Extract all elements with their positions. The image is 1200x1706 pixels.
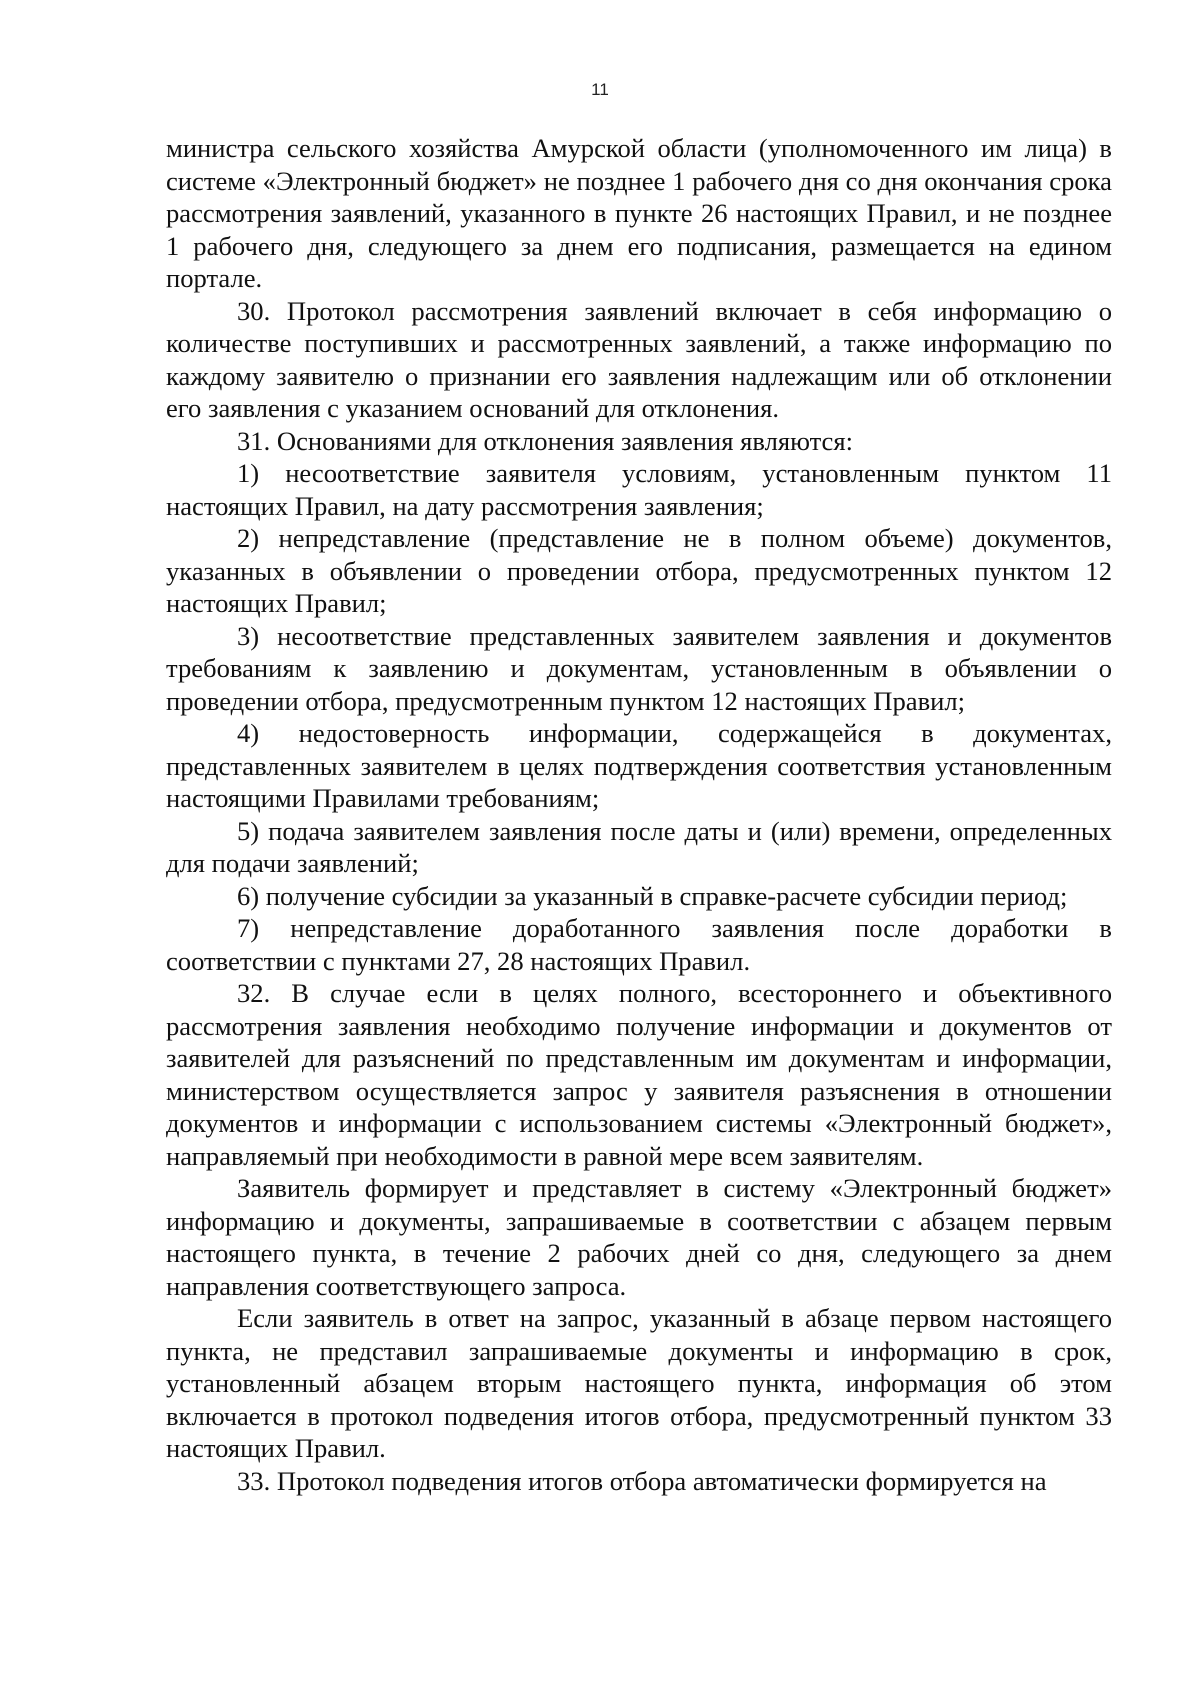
paragraph: 32. В случае если в целях полного, всестороннего и объективного рассмотрения заявления необходимо получение информации и документов от заявителей для разъяснений по представленным им документам и информации, министерством осуществляется запрос у заявителя разъяснения в отношении документов и информации с использованием системы «Электронный бюджет», направляемый при необходимости в равной мере всем заявителям.	[166, 978, 1112, 1171]
paragraph: 30. Протокол рассмотрения заявлений включает в себя информацию о количестве поступивших и рассмотренных заявлений, а также информацию по каждому заявителю о признании его заявления надлежащим или об отклонении его заявления с указанием оснований для отклонения.	[166, 295, 1112, 423]
document-body	[166, 132, 1112, 1497]
paragraph: министра сельского хозяйства Амурской области (уполномоченного им лица) в системе «Электронный бюджет» не позднее 1 рабочего дня со дня окончания срока рассмотрения заявлений, указанного в пункте 26 настоящих Правил, и не позднее 1 рабочего дня, следующего за днем его подписания, размещается на едином портале.	[166, 133, 1112, 293]
list-item: 3) несоответствие представленных заявителем заявления и документов требованиям к заявлению и документам, установленным в объявлении о проведении отбора, предусмотренным пунктом 12 настоящих Правил;	[166, 620, 1112, 716]
list-item: 1) несоответствие заявителя условиям, установленным пунктом 11 настоящих Правил, на дату рассмотрения заявления;	[166, 458, 1112, 521]
list-item: 7) непредставление доработанного заявления после доработки в соответствии с пунктами 27, 28 настоящих Правил.	[166, 913, 1112, 976]
page-number: 11	[591, 80, 609, 99]
list-item: 4) недостоверность информации, содержащейся в документах, представленных заявителем в целях подтверждения соответствия установленным настоящими Правилами требованиям;	[166, 718, 1112, 813]
paragraph: Заявитель формирует и представляет в систему «Электронный бюджет» информацию и документы, запрашиваемые в соответствии с абзацем первым настоящего пункта, в течение 2 рабочих дней со дня, следующего за днем направления соответствующего запроса.	[166, 1173, 1112, 1301]
paragraph: 33. Протокол подведения итогов отбора автоматически формируется на	[237, 1465, 1047, 1496]
paragraph: Если заявитель в ответ на запрос, указанный в абзаце первом настоящего пункта, не представил запрашиваемые документы и информацию в срок, установленный абзацем вторым настоящего пункта, информация об этом включается в протокол подведения итогов отбора, предусмотренный пунктом 33 настоящих Правил.	[166, 1303, 1112, 1463]
list-item: 6) получение субсидии за указанный в справке-расчете субсидии период;	[237, 880, 1068, 911]
paragraph: 31. Основаниями для отклонения заявления являются:	[237, 425, 853, 456]
list-item: 2) непредставление (представление не в полном объеме) документов, указанных в объявлении о проведении отбора, предусмотренных пунктом 12 настоящих Правил;	[166, 523, 1112, 618]
list-item: 5) подача заявителем заявления после даты и (или) времени, определенных для подачи заявлений;	[166, 815, 1112, 878]
